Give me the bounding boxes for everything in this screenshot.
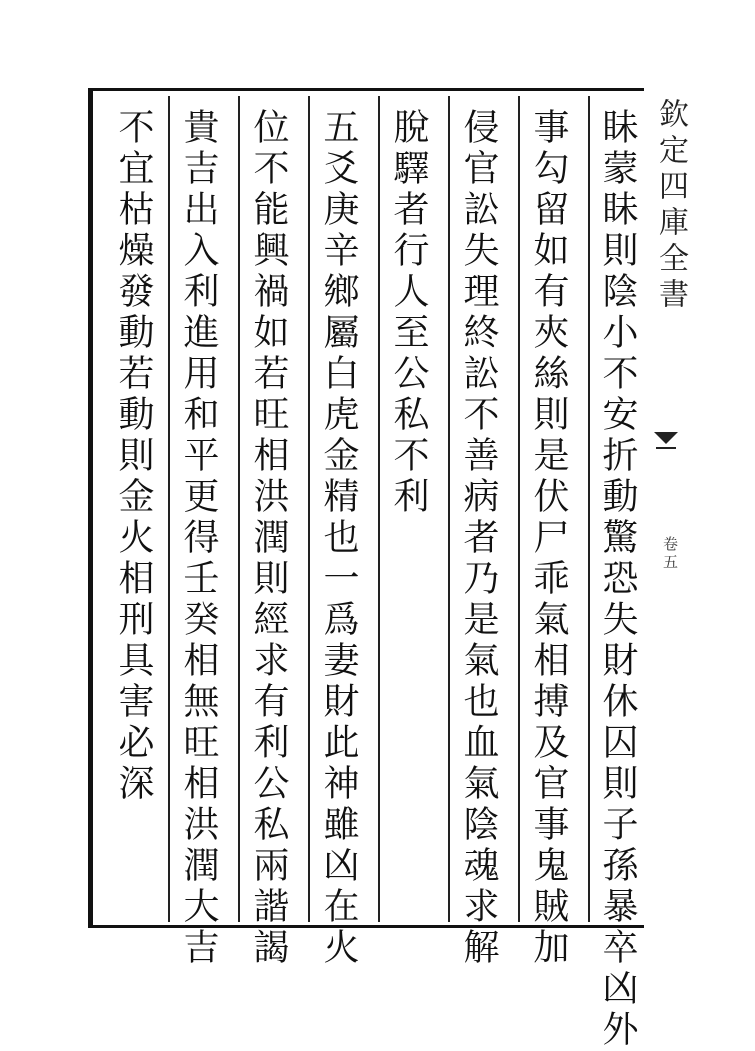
text-column-4: 脫驛者行人至公私不利 <box>388 108 429 518</box>
column-rule <box>168 96 170 922</box>
text-column-8: 不宜枯燥發動若動則金火相刑具害必深 <box>113 108 154 805</box>
text-column-3: 侵官訟失理終訟不善病者乃是氣也血氣陰魂求解 <box>458 108 499 969</box>
margin-book-title: 欽定四庫全書 <box>653 98 688 314</box>
margin-volume-label: 卷五 <box>661 536 679 572</box>
text-column-5: 五爻庚辛鄉屬白虎金精也一爲妻財此神雖凶在火 <box>318 108 359 969</box>
text-column-2: 事勾留如有夾絲則是伏尸乖氣相搏及官事鬼賊加 <box>528 108 569 969</box>
text-column-1: 眛蒙眛則陰小不安折動驚恐失財休囚則子孫暴卒凶外 <box>597 108 638 1051</box>
column-rule <box>518 96 520 922</box>
column-rule <box>588 96 590 922</box>
column-rule <box>378 96 380 922</box>
column-rule <box>448 96 450 922</box>
text-column-6: 位不能興禍如若旺相洪潤則經求有利公私兩諧謁 <box>248 108 289 969</box>
page-margin <box>648 98 688 928</box>
column-rule <box>238 96 240 922</box>
column-rule <box>308 96 310 922</box>
text-column-7: 貴吉出入利進用和平更得壬癸相無旺相洪潤大吉 <box>178 108 219 969</box>
fish-tail-icon <box>652 428 680 456</box>
